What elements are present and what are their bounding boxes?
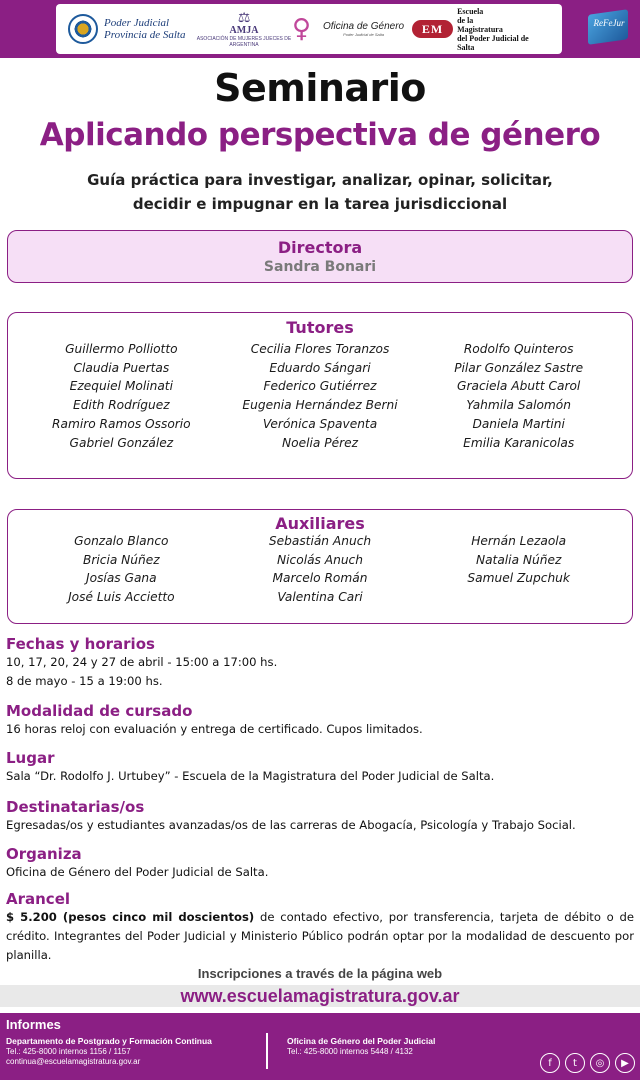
- footer-right-title: Oficina de Género del Poder Judicial: [287, 1036, 436, 1046]
- arancel-amount: $ 5.200 (pesos cinco mil doscientos): [6, 910, 255, 924]
- guide-line-2: decidir e impugnar en la tarea jurisdiccional: [132, 195, 508, 213]
- guide-line-1: Guía práctica para investigar, analizar, opinar, solicitar,: [87, 171, 553, 189]
- organiza-section: [6, 845, 634, 882]
- youtube-icon[interactable]: ▶: [615, 1053, 635, 1073]
- lugar-heading: Lugar: [6, 749, 55, 767]
- modalidad-section: [6, 702, 634, 739]
- modalidad-text: 16 horas reloj con evaluación y entrega de certificado. Cupos limitados.: [6, 722, 423, 736]
- twitter-icon[interactable]: t: [565, 1053, 585, 1073]
- footer-left: [6, 1036, 212, 1067]
- arancel-text: [6, 908, 634, 965]
- list-item: Nicolás Anuch: [277, 552, 363, 567]
- figure-icon: ♀: [292, 14, 312, 44]
- refejur-label: ReFeJur: [593, 18, 625, 28]
- website-link[interactable]: www.escuelamagistratura.gov.ar: [180, 986, 460, 1006]
- footer-right-phone: Tel.: 425-8000 internos 5448 / 4132: [287, 1047, 413, 1056]
- tutores-column-1: [22, 340, 221, 452]
- list-item: Pilar González Sastre: [454, 360, 584, 375]
- organiza-text: Oficina de Género del Poder Judicial de Salta.: [6, 865, 269, 879]
- fechas-heading: Fechas y horarios: [6, 635, 155, 653]
- organiza-heading: Organiza: [6, 845, 82, 863]
- list-item: Gabriel González: [69, 435, 174, 450]
- escuela-line-2: de la: [457, 15, 474, 25]
- directora-name: Sandra Bonari: [263, 259, 377, 275]
- auxiliares-column-1: [22, 532, 221, 606]
- list-item: Ezequiel Molinati: [69, 379, 173, 394]
- poder-judicial-logo: [56, 6, 196, 52]
- pj-line-1: Poder Judicial: [104, 17, 170, 29]
- auxiliares-column-3: [419, 532, 618, 606]
- list-item: Verónica Spaventa: [262, 416, 378, 431]
- footer-left-title: Departamento de Postgrado y Formación Continua: [6, 1036, 212, 1046]
- list-item: Josías Gana: [86, 571, 157, 586]
- footer-left-email[interactable]: continua@escuelamagistratura.gov.ar: [6, 1057, 141, 1066]
- tutores-column-3: [419, 340, 618, 452]
- escuela-line-4: del Poder Judicial de Salta: [457, 33, 529, 52]
- list-item: Eduardo Sángari: [269, 360, 371, 375]
- fechas-section: [6, 635, 634, 691]
- destinatarias-heading: Destinatarias/os: [6, 798, 145, 816]
- page-subtitle: Aplicando perspectiva de género: [39, 117, 601, 153]
- auxiliares-column-2: [221, 532, 420, 606]
- arancel-details: de contado efectivo, por transferencia, tarjeta de débito o de crédito. Integrantes del Poder Judicial y Ministerio Público podrán optar por la modalidad de descuento por planilla.: [6, 910, 634, 962]
- list-item: Eugenia Hernández Berni: [242, 398, 398, 413]
- pj-line-2: Provincia de Salta: [104, 29, 186, 41]
- list-item: Marcelo Román: [272, 571, 368, 586]
- seal-icon: [68, 14, 98, 44]
- list-item: Yahmila Salomón: [466, 398, 571, 413]
- list-item: Natalia Núñez: [475, 552, 562, 567]
- inscripciones-text: Inscripciones a través de la página web: [197, 966, 443, 981]
- list-item: Ramiro Ramos Ossorio: [52, 416, 191, 431]
- header-bar: [0, 0, 640, 58]
- escuela-mark: EM: [412, 20, 453, 38]
- list-item: Noelia Pérez: [282, 435, 358, 450]
- fechas-line-2: 8 de mayo - 15 a 19:00 hs.: [6, 674, 163, 688]
- list-item: Valentina Cari: [277, 589, 363, 604]
- og-sub: Poder Judicial de Salta: [343, 31, 384, 37]
- footer-right: [287, 1036, 435, 1057]
- escuela-line-3: Magistratura: [457, 24, 503, 34]
- list-item: Sebastián Anuch: [268, 534, 372, 548]
- guide-text: [0, 168, 640, 216]
- footer-heading: Informes: [6, 1017, 61, 1032]
- scales-icon: ⚖: [237, 9, 251, 26]
- tutores-box: [7, 312, 633, 479]
- oficina-genero-logo: [292, 6, 412, 52]
- escuela-line-1: Escuela: [457, 6, 484, 16]
- amja-abbr: AMJA: [229, 24, 259, 36]
- modalidad-heading: Modalidad de cursado: [6, 702, 193, 720]
- amja-full: ASOCIACIÓN DE MUJERES JUECES DE ARGENTINA: [196, 35, 292, 48]
- auxiliares-box: [7, 509, 633, 624]
- arancel-heading: Arancel: [6, 890, 71, 908]
- instagram-icon[interactable]: ◎: [590, 1053, 610, 1073]
- list-item: Samuel Zupchuk: [467, 571, 570, 586]
- page-title: Seminario: [214, 66, 426, 110]
- list-item: Claudia Puertas: [73, 360, 170, 375]
- list-item: Graciela Abutt Carol: [457, 379, 581, 394]
- refejur-logo: [582, 6, 634, 52]
- tutores-heading: Tutores: [286, 318, 354, 337]
- list-item: Bricia Núñez: [83, 552, 160, 567]
- fechas-line-1: 10, 17, 20, 24 y 27 de abril - 15:00 a 17:00 hs.: [6, 655, 278, 669]
- footer: [0, 1013, 640, 1080]
- lugar-text: Sala “Dr. Rodolfo J. Urtubey” - Escuela de la Magistratura del Poder Judicial de Salta.: [6, 769, 495, 783]
- og-name: Oficina de Género: [322, 20, 405, 32]
- footer-divider: [266, 1033, 268, 1069]
- list-item: Edith Rodríguez: [73, 398, 170, 413]
- list-item: Rodolfo Quinteros: [463, 342, 574, 356]
- tutores-column-2: [221, 340, 420, 452]
- facebook-icon[interactable]: f: [540, 1053, 560, 1073]
- destinatarias-section: [6, 798, 634, 835]
- auxiliares-heading: Auxiliares: [275, 514, 365, 533]
- footer-left-phone: Tel.: 425-8000 internos 1156 / 1157: [6, 1047, 131, 1056]
- lugar-section: [6, 749, 634, 786]
- destinatarias-text: Egresadas/os y estudiantes avanzadas/os de las carreras de Abogacía, Psicología y Trabajo Social.: [6, 818, 576, 832]
- directora-box: [7, 230, 633, 283]
- list-item: Emilia Karanicolas: [463, 435, 575, 450]
- arancel-section: [6, 890, 634, 965]
- amja-logo: [196, 6, 292, 52]
- logos-strip: [56, 4, 562, 54]
- list-item: Gonzalo Blanco: [74, 534, 169, 548]
- escuela-logo: [412, 6, 542, 52]
- directora-heading: Directora: [277, 238, 363, 257]
- list-item: Hernán Lezaola: [471, 534, 567, 548]
- list-item: Federico Gutiérrez: [263, 379, 377, 394]
- list-item: Cecilia Flores Toranzos: [250, 342, 390, 356]
- list-item: José Luis Accietto: [68, 589, 175, 604]
- list-item: Guillermo Polliotto: [65, 342, 178, 356]
- list-item: Daniela Martini: [472, 416, 565, 431]
